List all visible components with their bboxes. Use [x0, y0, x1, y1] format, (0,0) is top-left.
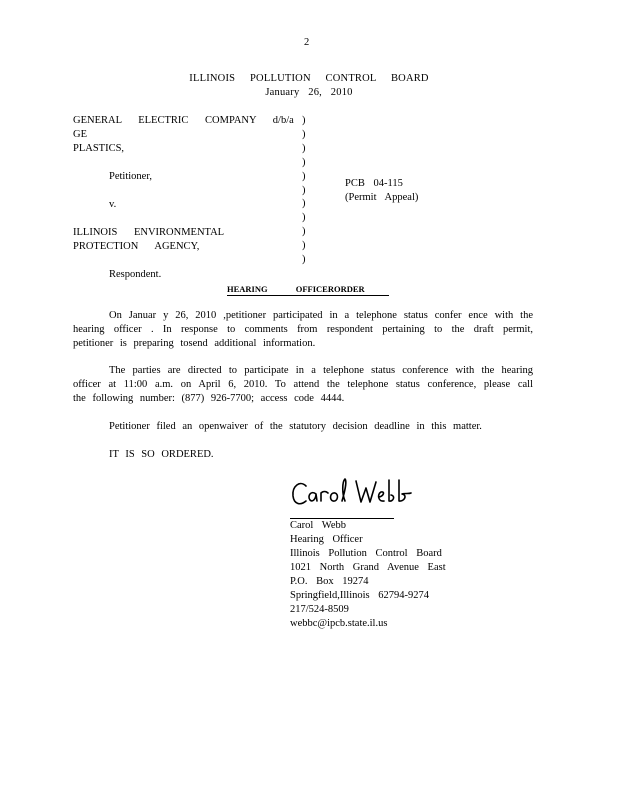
respondent-role: Respondent.	[109, 269, 162, 280]
bracket: )	[302, 115, 306, 126]
bracket: )	[302, 142, 306, 154]
order-title: HEARING OFFICERORDER	[227, 283, 389, 296]
signer-po-box: P.O. Box 19274	[290, 576, 369, 587]
signer-street: 1021 North Grand Avenue East	[290, 562, 446, 573]
paragraph-status: On Januar y 26, 2010 ,petitioner participated in a telephone status confer ence with the hearing officer . In response to comments from respondent pertaining to the draft permit, petitioner is preparing tosend additional information.	[73, 310, 533, 349]
paragraph-waiver: Petitioner filed an openwaiver of the statutory decision deadline in this matter.	[109, 421, 482, 432]
handwritten-signature	[290, 476, 415, 516]
bracket: )	[302, 156, 306, 168]
signer-city: Springfield,Illinois 62794-9274	[290, 590, 429, 601]
signer-name: Carol Webb	[290, 520, 346, 531]
bracket: )	[302, 128, 306, 140]
signer-org: Illinois Pollution Control Board	[290, 548, 442, 559]
bracket: )	[302, 226, 306, 238]
caption-parties	[73, 114, 298, 282]
bracket: )	[302, 184, 306, 196]
respondent-name-line1: ILLINOIS ENVIRONMENTAL	[73, 227, 225, 238]
order-date: January 26, 2010	[265, 87, 353, 98]
petitioner-role: Petitioner,	[109, 171, 153, 182]
signer-email: webbc@ipcb.state.il.us	[290, 618, 388, 629]
bracket: )	[302, 212, 306, 224]
bracket: )	[302, 170, 306, 182]
signer-title: Hearing Officer	[290, 534, 363, 545]
bracket: )	[302, 254, 306, 266]
board-heading: ILLINOIS POLLUTION CONTROL BOARD	[189, 73, 429, 84]
versus-label: v.	[109, 199, 117, 210]
case-number: PCB 04-115	[345, 178, 403, 189]
signature-block	[290, 519, 446, 631]
caption-brackets	[302, 114, 312, 267]
petitioner-name-line2: PLASTICS,	[73, 143, 125, 154]
bracket: )	[302, 198, 306, 210]
page-number: 2	[304, 37, 310, 48]
petitioner-name-line1: GENERAL ELECTRIC COMPANY d/b/a GE	[73, 115, 294, 140]
respondent-name-line2: PROTECTION AGENCY,	[73, 241, 200, 252]
signer-phone: 217/524-8509	[290, 604, 349, 615]
bracket: )	[302, 240, 306, 252]
paragraph-ordered: IT IS SO ORDERED.	[109, 449, 214, 460]
case-info	[345, 177, 418, 205]
paragraph-directive: The parties are directed to participate in a telephone status conference with the hearing officer at 11:00 a.m. on April 6, 2010. To attend the telephone status conference, please call the following number: (877) 926-7700; access code 4444.	[73, 365, 533, 404]
case-type: (Permit Appeal)	[345, 192, 419, 203]
